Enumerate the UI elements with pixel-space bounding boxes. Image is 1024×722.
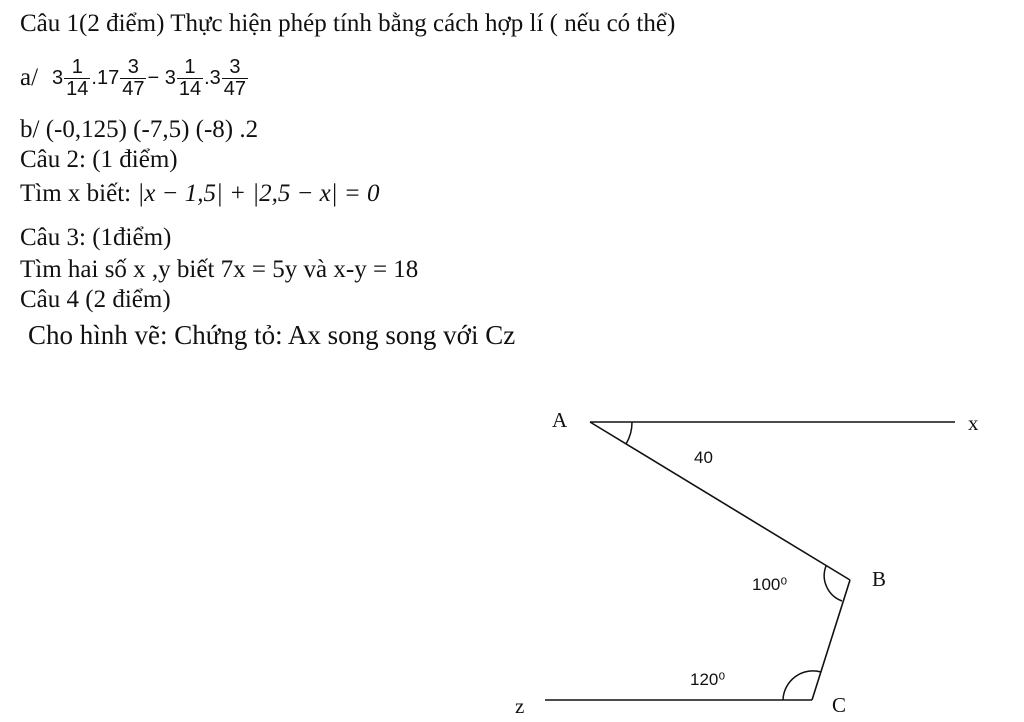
expr-numerator: 1 <box>177 57 203 79</box>
expr-numerator: 3 <box>222 57 248 79</box>
q2-equation: |x − 1,5| + |2,5 − x| = 0 <box>137 180 380 207</box>
q1-part-a-label: a/ <box>20 64 39 91</box>
label-a: A <box>552 408 568 432</box>
angle-a-arc <box>626 422 632 444</box>
segment-ab <box>590 422 850 580</box>
q2-prompt: Tìm x biết: <box>20 180 132 207</box>
expr-denominator: 47 <box>223 77 247 100</box>
expr-sep-1: .17 <box>91 66 120 89</box>
q1-title: Câu 1(2 điểm) Thực hiện phép tính bằng cách hợp lí ( nếu có thể) <box>20 10 676 37</box>
expr-sep-3: .3 <box>204 66 221 89</box>
angle-c-value: 120⁰ <box>690 670 726 689</box>
angle-c-arc <box>783 671 821 700</box>
q1-part-b: b/ (-0,125) (-7,5) (-8) .2 <box>20 116 259 143</box>
angle-b-arc <box>824 566 842 601</box>
expr-denominator: 14 <box>178 77 202 100</box>
q4-text: Cho hình vẽ: Chứng tỏ: Ax song song với Cz <box>28 320 516 350</box>
q3-text: Tìm hai số x ,y biết 7x = 5y và x-y = 18 <box>20 256 419 283</box>
expr-denominator: 14 <box>66 77 89 100</box>
angle-b-value: 100⁰ <box>752 575 788 594</box>
q3-title: Câu 3: (1điểm) <box>20 224 172 251</box>
q2-title: Câu 2: (1 điểm) <box>20 146 178 173</box>
expr-sep-2: − 3 <box>147 66 176 89</box>
expr-whole-1: 3 <box>52 66 64 89</box>
expr-denominator: 47 <box>122 77 145 100</box>
label-x: x <box>968 411 979 435</box>
segment-bc <box>812 580 850 700</box>
expr-numerator: 3 <box>120 57 146 79</box>
label-z: z <box>515 694 525 718</box>
label-c: C <box>832 693 847 717</box>
label-b: B <box>872 567 887 591</box>
q4-title: Câu 4 (2 điểm) <box>20 286 171 313</box>
angle-a-value: 40 <box>694 448 713 467</box>
expr-numerator: 1 <box>64 57 90 79</box>
